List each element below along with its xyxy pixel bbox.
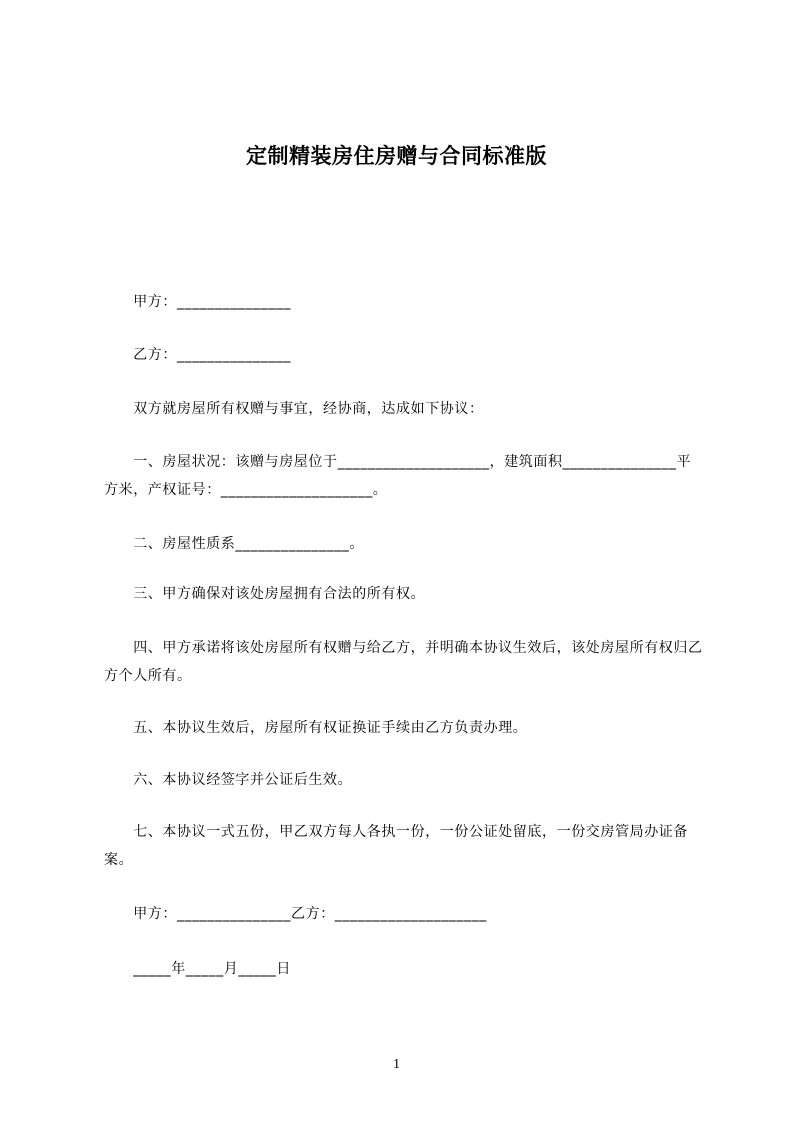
party-a-line: 甲方：_______________	[104, 294, 291, 310]
clause-4: 四、甲方承诺将该处房屋所有权赠与给乙方，并明确本协议生效后，该处房屋所有权归乙方个人所有。	[104, 640, 703, 684]
clause-3: 三、甲方确保对该处房屋拥有合法的所有权。	[104, 586, 426, 602]
intro-paragraph: 双方就房屋所有权赠与事宜，经协商，达成如下协议：	[104, 401, 484, 417]
clause-6: 六、本协议经签字并公证后生效。	[104, 772, 353, 788]
date-line: _____年_____月_____日	[104, 961, 291, 977]
clause-5: 五、本协议生效后，房屋所有权证换证手续由乙方负责办理。	[104, 720, 528, 736]
document-title: 定制精装房住房赠与合同标准版	[246, 144, 547, 168]
clause-1: 一、房屋状况：该赠与房屋位于____________________，建筑面积_______________平方米，产权证号：____________________。	[104, 454, 692, 498]
clause-2: 二、房屋性质系_______________。	[104, 536, 364, 552]
signature-line: 甲方：_______________乙方：____________________	[104, 906, 487, 922]
page-number: 1	[393, 1057, 400, 1072]
party-b-line: 乙方：_______________	[104, 347, 291, 363]
clause-7: 七、本协议一式五份，甲乙双方每人各执一份，一份公证处留底，一份交房管局办证备案。	[104, 824, 688, 868]
